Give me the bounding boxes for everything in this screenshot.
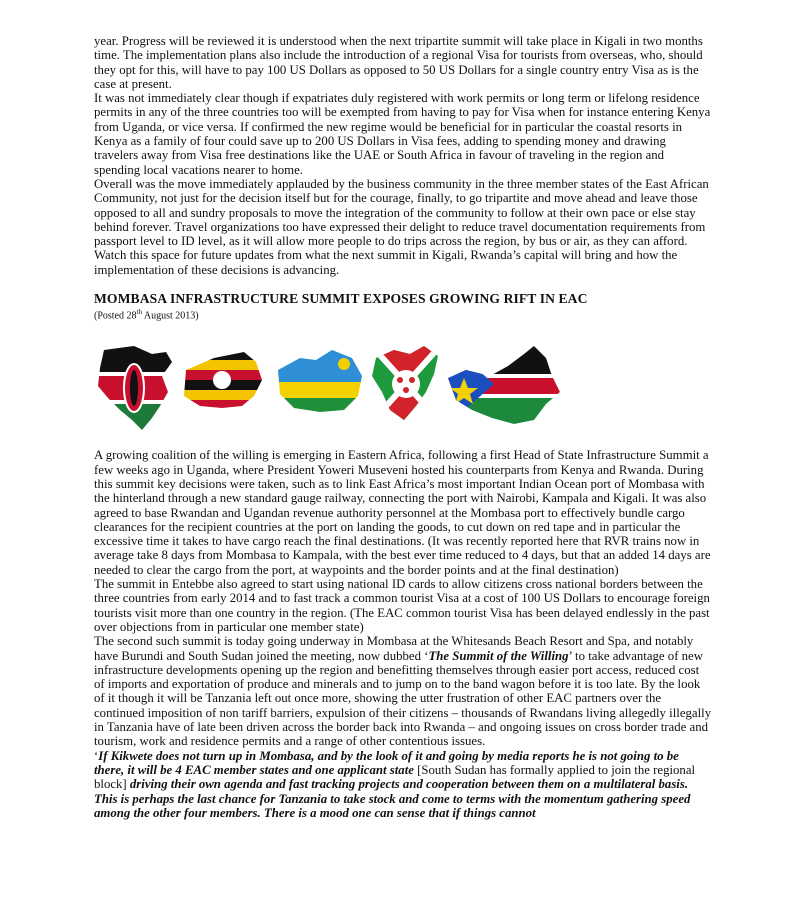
- summit-name: The Summit of the Willing: [428, 648, 569, 663]
- intro-paragraph-2: It was not immediately clear though if expatriates duly registered with work permits or long term or lifelong residence permits in any of the three countries too will be exempted from having to pay for Visa when for instance entering Kenya from Uganda, or vice versa. If confirmed the new regime would be beneficial for in particular the coastal resorts in Kenya as a family of four could save up to 200 US Dollars in Visa fees, adding to spending money and drawing travelers away from Visa free destinations like the UAE or South Africa in favour of traveling in the region and spending local vacations nearer to home.: [94, 91, 711, 177]
- rwanda-flag-map: [274, 348, 366, 414]
- quote-part-1: If Kikwete does not turn up in Mombasa, and by the look of it and going by media reports he is not going to be there, it will be 4 EAC member states and one applicant state: [94, 748, 679, 777]
- quote-part-2: driving their own agenda and fast tracking projects and cooperation between them on a multilateral basis. This is perhaps the last chance for Tanzania to take stock and come to terms with the momentum gathering speed among the other four members. There is a mood one can sense that if things cannot: [94, 777, 691, 820]
- document-page: [94, 34, 712, 820]
- uganda-flag-map: [182, 350, 266, 410]
- south-sudan-flag-map: [444, 340, 564, 428]
- burundi-flag-map: [370, 344, 442, 424]
- article-paragraph-3: The second such summit is today going underway in Mombasa at the Whitesands Beach Resort and Spa, and notably have Burundi and South Sudan joined the meeting, now dubbed ‘The Summit of the Willing’ to take advantage of new infrastructure developments opening up the region and benefitting themselves through easier port access, reduced cost of imports and exportation of produce and minerals and to jump on to the band wagon before it is too late. By the look of it though it will be Tanzania left out once more, showing the utter frustration of other EAC partners over the continued imposition of non tariff barriers, expulsion of their citizens – thousands of Rwandans living allegedly illegally in Tanzania have of late been driven across the border back into Rwanda – and ongoing issues on cross border trade and tourism, work and residence permits and a range of other contentious issues.: [94, 634, 712, 749]
- article-paragraph-2: The summit in Entebbe also agreed to start using national ID cards to allow citizens cross national borders between the three countries from early 2014 and to fast track a common tourist Visa at a cost of 100 US Dollars to encourage foreign tourists visit more than one country in the region. (The EAC common tourist Visa has been delayed endlessly in the past over objections from in particular one member state): [94, 577, 710, 634]
- article-paragraph-1: A growing coalition of the willing is emerging in Eastern Africa, following a first Head of State Infrastructure Summit a few weeks ago in Uganda, where President Yoweri Museveni hosted his counterparts from Kenya and Rwanda. During this summit key decisions were taken, such as to link East Africa’s most important Indian Ocean port of Mombasa with the hinterland through a new standard gauge railway, connecting the port with Nairobi, Kampala and Kigali. It was also agreed to base Rwandan and Ugandan revenue authority personnel at the Mombasa port to effectively bundle cargo clearances for the recipient countries at the port on landing the goods, to cut down on red tape and in particular the excessive time it takes to have cargo reach the final destinations. (It was recently reported here that RVR trains now in average take 8 days from Mombasa to Kampala, with the best ever time reduced to 4 days, but that an added 14 days are needed to clear the cargo from the port, at waypoints and the border points and at the final destination): [94, 448, 711, 577]
- article-paragraph-4: ‘If Kikwete does not turn up in Mombasa, and by the look of it and going by media reports he is not going to be there, it will be 4 EAC member states and one applicant state [South Sudan has formally applied to join the regional block] driving their own agenda and fast tracking projects and cooperation between them on a multilateral basis. This is perhaps the last chance for Tanzania to take stock and come to terms with the momentum gathering speed among the other four members. There is a mood one can sense that if things cannot: [94, 748, 696, 820]
- flag-maps-illustration: [94, 340, 594, 436]
- article-title: MOMBASA INFRASTRUCTURE SUMMIT EXPOSES GROWING RIFT IN EAC: [94, 291, 588, 307]
- kenya-flag-map: [94, 340, 174, 436]
- posted-date: (Posted 28th August 2013): [94, 308, 199, 322]
- intro-paragraph-1: year. Progress will be reviewed it is understood when the next tripartite summit will take place in Kigali in two months time. The implementation plans also include the introduction of a regional Visa for tourists from overseas, who, should they opt for this, will have to pay 100 US Dollars as opposed to 50 US Dollars for a single country entry Visa as is the case at present.: [94, 34, 703, 91]
- intro-paragraph-3: Overall was the move immediately applauded by the business community in the three member states of the East African Community, not just for the decision itself but for the courage, finally, to go tripartite and move ahead and leave those opposed to all and sundry proposals to move the integration of the community to follow at their own pace or else stay behind forever. Travel organizations too have expressed their delight to reduce travel documentation requirements from passport level to ID level, as it will allow more people to do trips across the region, by bus or air, as they can afford. Watch this space for future updates from what the next summit in Kigali, Rwanda’s capital will bring and how the implementation of these decisions is advancing.: [94, 176, 709, 277]
- eac-flag-maps-image: [94, 340, 712, 436]
- quote-bracket: [South Sudan has formally applied to join the regional block]: [94, 762, 696, 792]
